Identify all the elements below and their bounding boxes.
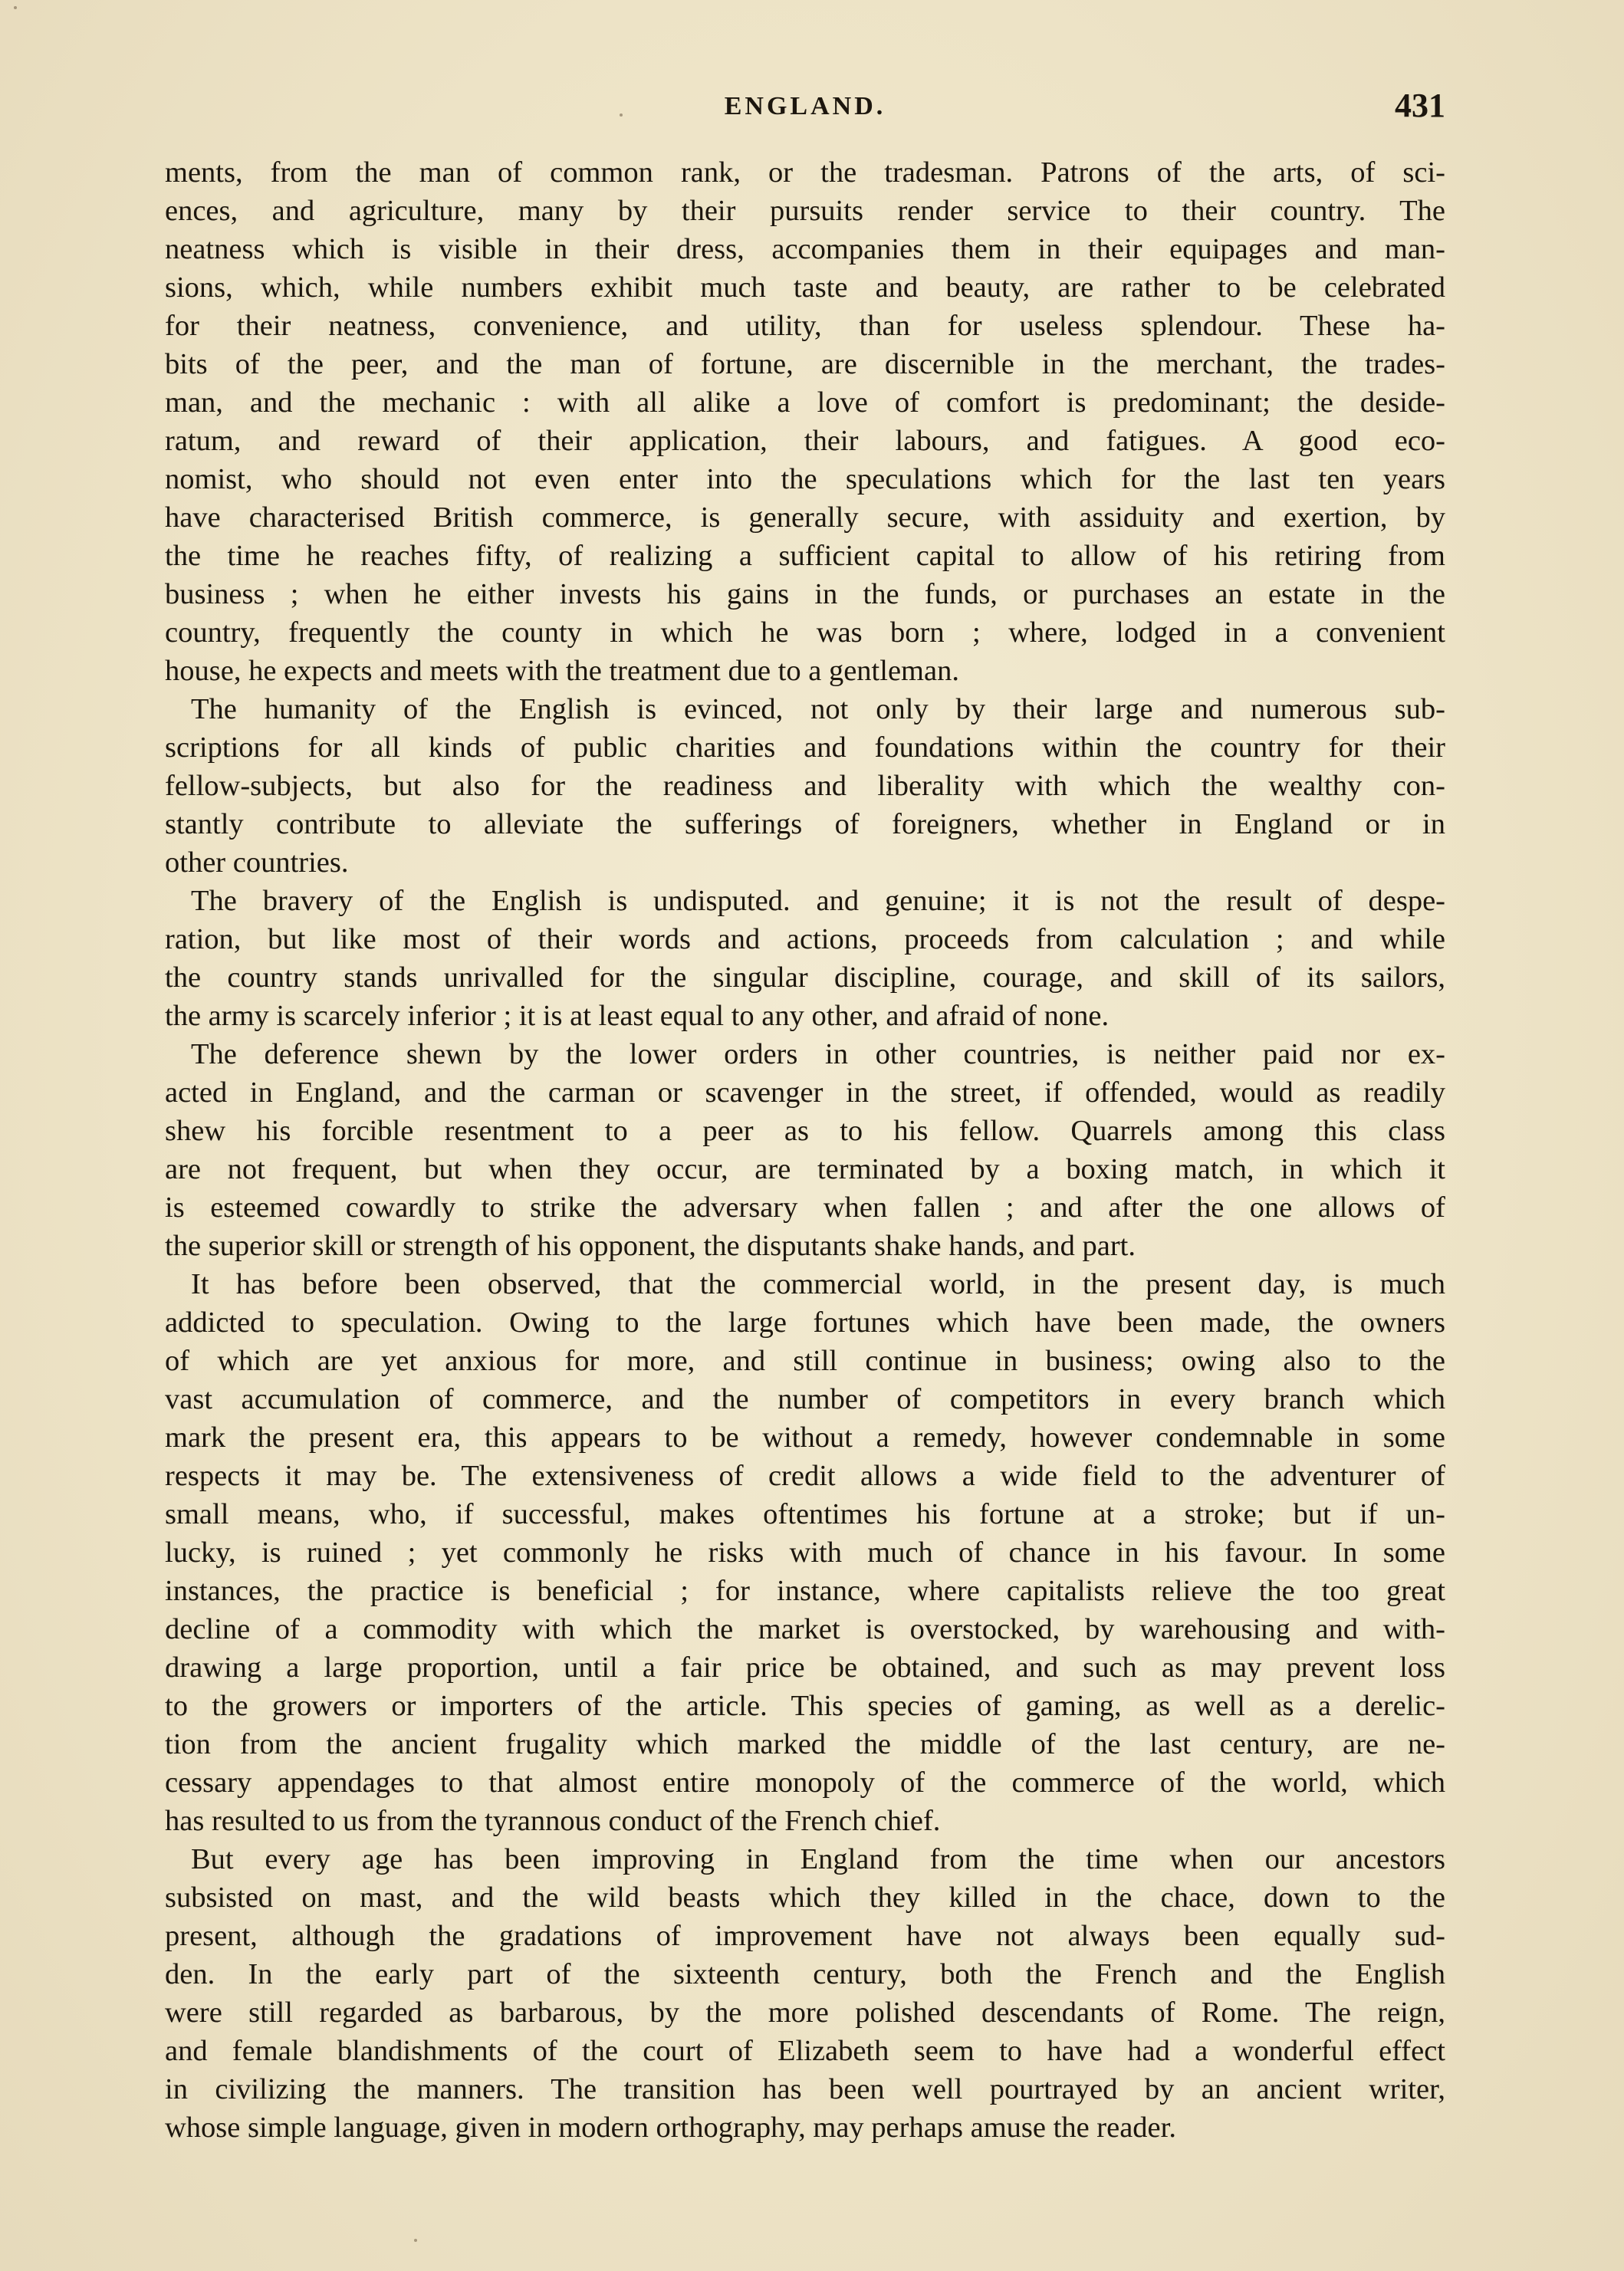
paragraph-first-line: The humanity of the English is evinced, not only by their large and numerous sub- [191,693,1445,725]
text-line: other countries. [165,846,349,879]
text-line: instances, the practice is beneficial ; for instance, where capitalists relieve the too great [165,1575,1445,1607]
text-line: acted in England, and the carman or scavenger in the street, if offended, would as readily [165,1076,1445,1109]
text-line: of which are yet anxious for more, and still continue in business; owing also to the [165,1345,1445,1377]
paragraph-first-line: The deference shewn by the lower orders in other countries, is neither paid nor ex- [191,1038,1445,1070]
text-line: has resulted to us from the tyrannous conduct of the French chief. [165,1805,941,1837]
text-line: subsisted on mast, and the wild beasts which they killed in the chace, down to the [165,1882,1445,1914]
text-line: and female blandishments of the court of Elizabeth seem to have had a wonderful effect [165,2035,1445,2067]
text-line: scriptions for all kinds of public charities and foundations within the country for their [165,731,1445,764]
paper-speck [14,6,17,9]
running-head [165,86,1445,132]
text-line: addicted to speculation. Owing to the large fortunes which have been made, the owners [165,1306,1445,1339]
paper-speck [620,113,623,117]
text-line: whose simple language, given in modern orthography, may perhaps amuse the reader. [165,2112,1176,2144]
text-line: shew his forcible resentment to a peer as to his fellow. Quarrels among this class [165,1115,1445,1147]
text-line: decline of a commodity with which the market is overstocked, by warehousing and with- [165,1613,1445,1645]
text-line: have characterised British commerce, is generally secure, with assiduity and exertion, by [165,501,1445,534]
text-line: in civilizing the manners. The transition has been well pourtrayed by an ancient writer, [165,2073,1445,2105]
page-number: 431 [1395,87,1445,124]
text-line: stantly contribute to alleviate the sufferings of foreigners, whether in England or in [165,808,1445,840]
text-line: den. In the early part of the sixteenth century, both the French and the English [165,1958,1445,1990]
text-line: small means, who, if successful, makes oftentimes his fortune at a stroke; but if un- [165,1498,1445,1530]
text-line: mark the present era, this appears to be without a remedy, however condemnable in some [165,1421,1445,1454]
text-line: vast accumulation of commerce, and the number of competitors in every branch which [165,1383,1445,1415]
text-line: the army is scarcely inferior ; it is at least equal to any other, and afraid of none. [165,1000,1110,1032]
text-line: to the growers or importers of the article. This species of gaming, as well as a derelic- [165,1690,1445,1722]
text-line: business ; when he either invests his gains in the funds, or purchases an estate in the [165,578,1445,610]
text-line: the country stands unrivalled for the singular discipline, courage, and skill of its sailors, [165,961,1445,994]
text-line: tion from the ancient frugality which marked the middle of the last century, are ne- [165,1728,1445,1760]
text-line: fellow-subjects, but also for the readiness and liberality with which the wealthy con- [165,770,1445,802]
text-line: ration, but like most of their words and actions, proceeds from calculation ; and while [165,923,1445,955]
text-line: sions, which, while numbers exhibit much taste and beauty, are rather to be celebrated [165,271,1445,304]
text-line: the superior skill or strength of his opponent, the disputants shake hands, and part. [165,1230,1136,1262]
paragraph-first-line: But every age has been improving in England from the time when our ancestors [191,1843,1445,1875]
text-line: drawing a large proportion, until a fair price be obtained, and such as may prevent loss [165,1651,1445,1684]
text-line: were still regarded as barbarous, by the more polished descendants of Rome. The reign, [165,1997,1445,2029]
paragraph-first-line: The bravery of the English is undisputed. and genuine; it is not the result of despe- [191,885,1445,917]
running-title: ENGLAND. [724,92,886,120]
text-line: present, although the gradations of improvement have not always been equally sud- [165,1920,1445,1952]
text-line: lucky, is ruined ; yet commonly he risks with much of chance in his favour. In some [165,1536,1445,1569]
text-line: ences, and agriculture, many by their pursuits render service to their country. The [165,195,1445,227]
text-line: for their neatness, convenience, and utility, than for useless splendour. These ha- [165,310,1445,342]
body-text [165,153,1445,2147]
text-line: ments, from the man of common rank, or the tradesman. Patrons of the arts, of sci- [165,156,1445,189]
text-line: country, frequently the county in which he was born ; where, lodged in a convenient [165,616,1445,649]
text-line: cessary appendages to that almost entire monopoly of the commerce of the world, which [165,1767,1445,1799]
text-line: the time he reaches fifty, of realizing a sufficient capital to allow of his retiring from [165,540,1445,572]
text-line: ratum, and reward of their application, their labours, and fatigues. A good eco- [165,425,1445,457]
text-line: man, and the mechanic : with all alike a love of comfort is predominant; the deside- [165,386,1445,419]
text-line: respects it may be. The extensiveness of credit allows a wide field to the adventurer of [165,1460,1445,1492]
text-line: are not frequent, but when they occur, are terminated by a boxing match, in which it [165,1153,1445,1185]
text-line: is esteemed cowardly to strike the adversary when fallen ; and after the one allows of [165,1191,1445,1224]
text-line: house, he expects and meets with the treatment due to a gentleman. [165,655,959,687]
text-line: neatness which is visible in their dress, accompanies them in their equipages and man- [165,233,1445,265]
text-line: nomist, who should not even enter into the speculations which for the last ten years [165,463,1445,495]
paper-speck [414,2239,417,2242]
paragraph-first-line: It has before been observed, that the commercial world, in the present day, is much [191,1268,1445,1300]
text-line: bits of the peer, and the man of fortune, are discernible in the merchant, the trades- [165,348,1445,380]
